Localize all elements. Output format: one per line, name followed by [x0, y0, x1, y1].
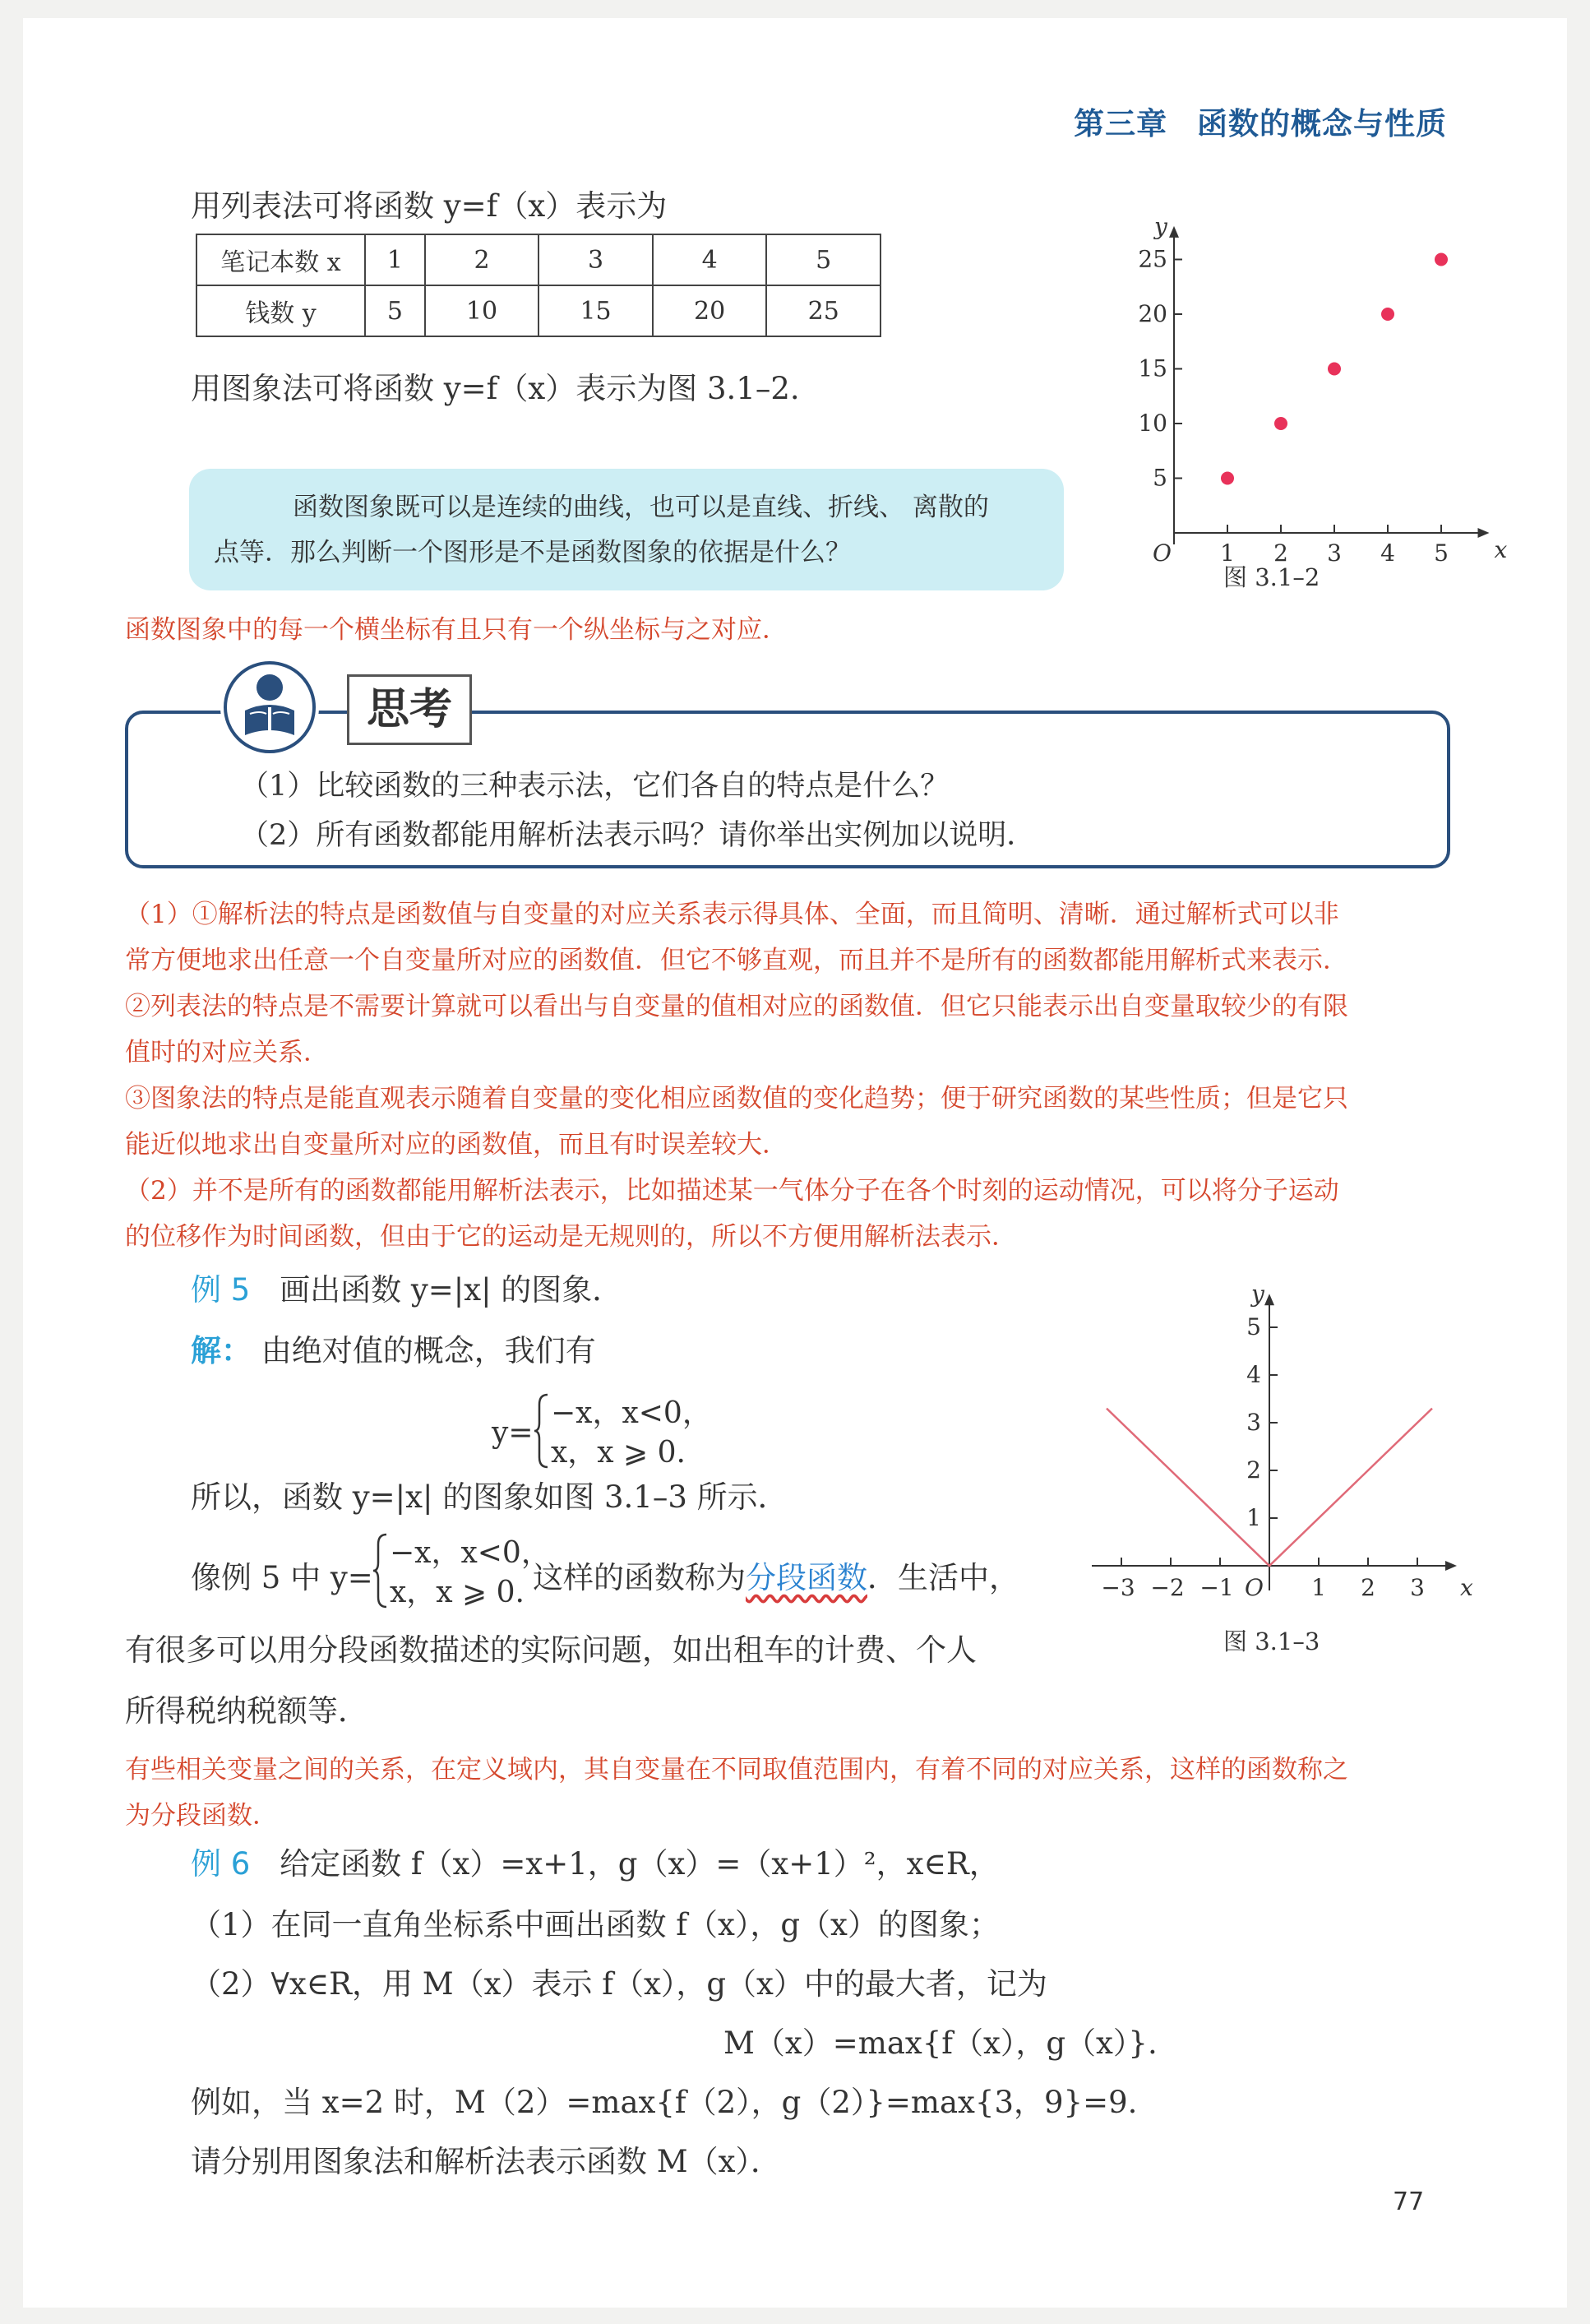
piecewise-note — [125, 1747, 1348, 1839]
example-5-conclusion: 所以，函数 y=|x| 的图象如图 3.1–3 所示． — [191, 1479, 788, 1515]
figure-3-1-2-caption: 图 3.1–2 — [1223, 563, 1320, 591]
answer-line: ②列表法的特点是不需要计算就可以看出与自变量的值相对应的函数值．但它只能表示出自变量取较少的有限 — [125, 992, 1348, 1021]
formula-case-1: −x，x<0， — [390, 1536, 551, 1570]
think-label: 思考 — [347, 674, 472, 745]
example-5-text: 画出函数 y=|x| 的图象． — [280, 1272, 623, 1308]
para-mid-text: 这样的函数称为 — [533, 1560, 746, 1595]
fig312-labels — [1138, 213, 1507, 567]
table-cell: 4 — [653, 234, 767, 285]
y-axis-arrow — [1169, 226, 1179, 238]
figure-3-1-2 — [1085, 181, 1508, 609]
x-tick-label: 5 — [1434, 539, 1449, 567]
table-cell: 3 — [538, 234, 653, 285]
x-axis-arrow — [1445, 1561, 1457, 1571]
solution-text: 由绝对值的概念，我们有 — [261, 1333, 596, 1368]
piecewise-para-start: 像例 5 中 y= — [191, 1560, 373, 1595]
formula-case-1: −x，x<0， — [551, 1396, 712, 1430]
brace-icon — [372, 1533, 388, 1609]
data-point — [1381, 308, 1394, 321]
x-axis-label: x — [1494, 536, 1508, 563]
tip-line: 函数图象既可以是连续的曲线，也可以是直线、折线、 离散的 — [293, 493, 989, 522]
x-tick-label: 2 — [1273, 539, 1288, 567]
tip-box — [189, 469, 1064, 590]
example-5-label: 例 5 — [191, 1272, 251, 1308]
fig312-points — [1221, 253, 1448, 485]
origin-label: O — [1153, 539, 1172, 567]
example-6-line2: （1）在同一直角坐标系中画出函数 f（x），g（x）的图象； — [191, 1907, 1000, 1942]
table-cell: 20 — [653, 285, 767, 336]
y-tick-label: 20 — [1138, 300, 1167, 327]
example-6-heading — [191, 1839, 1000, 1883]
solution-label: 解： — [191, 1333, 252, 1368]
example-6-line6: 请分别用图象法和解析法表示函数 M（x）． — [191, 2144, 782, 2179]
chapter-number: 第三章 — [1074, 106, 1168, 141]
answer-line: ③图象法的特点是能直观表示随着自变量的变化相应函数值的变化趋势；便于研究函数的某些性质；但是它只 — [125, 1084, 1348, 1113]
data-point — [1221, 472, 1234, 485]
y-tick-label: 4 — [1246, 1361, 1261, 1388]
x-axis-label: x — [1460, 1574, 1473, 1601]
answer-line: （1）①解析法的特点是函数值与自变量的对应关系表示得具体、全面，而且简明、清晰．通过解析式可以非 — [125, 900, 1339, 929]
think-box — [125, 711, 1450, 868]
example-6-label: 例 6 — [191, 1846, 251, 1882]
answer-line: 的位移作为时间函数，但由于它的运动是无规则的，所以不方便用解析法表示． — [125, 1222, 1017, 1252]
figure-3-1-3 — [1093, 1266, 1472, 1620]
think-answers — [125, 891, 1348, 1260]
x-tick-label: 2 — [1361, 1574, 1375, 1601]
y-tick-label: 5 — [1153, 464, 1167, 492]
chapter-header — [1019, 99, 1447, 143]
value-table — [196, 234, 881, 337]
x-tick-label: −1 — [1199, 1574, 1234, 1601]
table-cell: 15 — [538, 285, 653, 336]
example-6-line5: 例如，当 x=2 时，M（2）=max{f（2），g（2）}=max{3，9}=9. — [191, 2085, 1138, 2120]
x-tick-label: 3 — [1327, 539, 1342, 567]
note-line: 为分段函数． — [125, 1801, 278, 1831]
answer-line: 能近似地求出自变量所对应的函数值，而且有时误差较大． — [125, 1130, 788, 1160]
y-axis-label: y — [1154, 212, 1167, 240]
y-tick-label: 5 — [1246, 1313, 1261, 1340]
piecewise-para-line2: 有很多可以用分段函数描述的实际问题，如出租车的计费、个人 — [125, 1632, 977, 1668]
x-tick-label: 3 — [1410, 1574, 1425, 1601]
table-cell: 5 — [365, 285, 425, 336]
tip-answer: 函数图象中的每一个横坐标有且只有一个纵坐标与之对应． — [125, 615, 788, 645]
example-6-line4: M（x）=max{f（x），g（x）}. — [723, 2025, 1158, 2061]
table-cell: 10 — [425, 285, 539, 336]
piecewise-para-line3: 所得税纳税额等． — [125, 1693, 368, 1729]
note-line: 有些相关变量之间的关系，在定义域内，其自变量在不同取值范围内，有着不同的对应关系，这样的函数称之 — [125, 1755, 1348, 1785]
table-cell: 笔记本数 x — [196, 234, 365, 285]
example-6-line3: （2）∀x∈R，用 M（x）表示 f（x），g（x）中的最大者，记为 — [191, 1966, 1047, 2002]
formula-case-2: x，x ⩾ 0. — [551, 1436, 686, 1470]
think-question-2: （2）所有函数都能用解析法表示吗？请你举出实例加以说明． — [240, 819, 1036, 852]
data-point — [1435, 253, 1448, 266]
example-6-line1: 给定函数 f（x）=x+1，g（x）=（x+1）²，x∈R， — [280, 1846, 1000, 1882]
answer-line: （2）并不是所有的函数都能用解析法表示，比如描述某一气体分子在各个时刻的运动情况，可以将分子运动 — [125, 1176, 1339, 1206]
tip-line: 点等．那么判断一个图形是不是函数图象的依据是什么？ — [214, 538, 851, 567]
piecewise-term-link[interactable]: 分段函数 — [746, 1560, 867, 1595]
y-tick-label: 15 — [1138, 354, 1167, 382]
solution-line — [191, 1326, 596, 1370]
answer-line: 值时的对应关系． — [125, 1038, 329, 1067]
table-cell: 1 — [365, 234, 425, 285]
x-tick-label: 1 — [1220, 539, 1235, 567]
formula-case-2: x，x ⩾ 0. — [390, 1576, 525, 1609]
fig312-axes — [1169, 226, 1490, 544]
origin-label: O — [1245, 1574, 1264, 1601]
y-tick-label: 25 — [1138, 245, 1167, 273]
reading-person-icon — [222, 660, 317, 755]
table-cell: 钱数 y — [196, 285, 365, 336]
brace-icon — [533, 1393, 549, 1469]
y-tick-label: 10 — [1138, 410, 1167, 437]
graph-intro-line: 用图象法可将函数 y=f（x）表示为图 3.1–2. — [191, 371, 800, 406]
chapter-title: 函数的概念与性质 — [1197, 106, 1447, 141]
table-row — [196, 285, 881, 336]
table-cell: 25 — [766, 285, 881, 336]
data-point — [1274, 417, 1287, 430]
x-tick-label: 4 — [1380, 539, 1395, 567]
x-tick-label: 1 — [1311, 1574, 1326, 1601]
table-intro-line: 用列表法可将函数 y=f（x）表示为 — [191, 188, 668, 224]
y-tick-label: 3 — [1246, 1409, 1261, 1436]
x-tick-label: −2 — [1150, 1574, 1185, 1601]
fig313-labels — [1101, 1280, 1473, 1601]
example-5-heading — [191, 1265, 622, 1309]
y-axis-label: y — [1251, 1280, 1264, 1308]
fig313-axes — [1092, 1294, 1457, 1590]
y-tick-label: 1 — [1246, 1504, 1261, 1531]
think-question-1: （1）比较函数的三种表示法，它们各自的特点是什么？ — [240, 770, 950, 803]
answer-line: 常方便地求出任意一个自变量所对应的函数值．但它不够直观，而且并不是所有的函数都能用解析式来表示． — [125, 946, 1348, 975]
page-number: 77 — [1393, 2187, 1425, 2216]
x-tick-label: −3 — [1101, 1574, 1135, 1601]
piecewise-para-mid — [533, 1553, 1019, 1597]
y-axis-arrow — [1264, 1294, 1274, 1305]
y-tick-label: 2 — [1246, 1456, 1261, 1484]
figure-3-1-3-caption: 图 3.1–3 — [1223, 1627, 1320, 1655]
formula-y-eq: y= — [492, 1416, 534, 1450]
table-cell: 2 — [425, 234, 539, 285]
para-end-text: ．生活中， — [867, 1560, 1019, 1595]
table-cell: 5 — [766, 234, 881, 285]
table-row — [196, 234, 881, 285]
data-point — [1328, 363, 1341, 376]
